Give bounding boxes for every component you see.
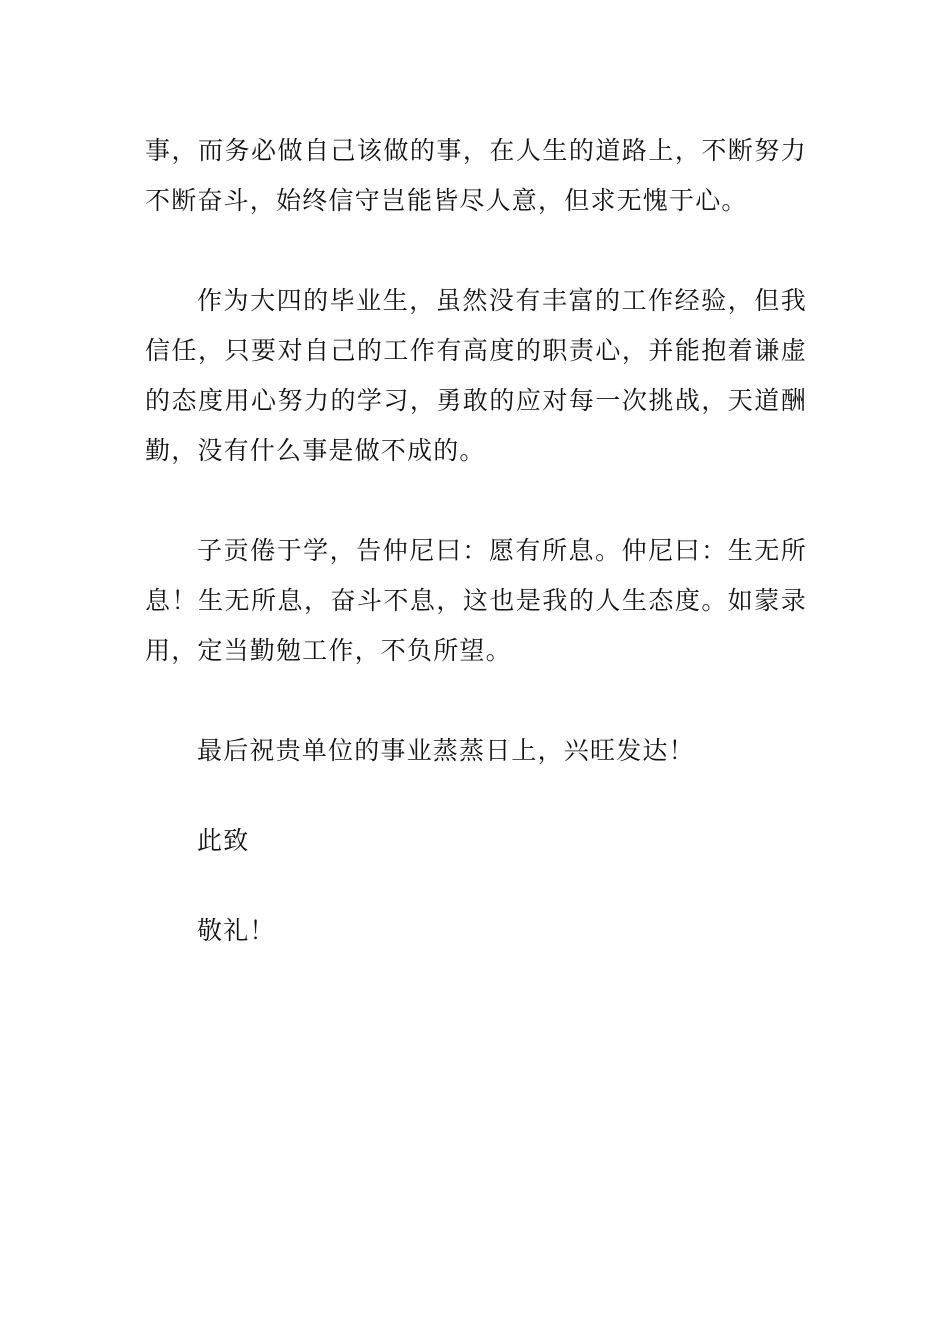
closing-salutation: 此致 [197,826,250,855]
paragraph-3: 子贡倦于学，告仲尼曰：愿有所息。仲尼曰：生无所息！生无所息，奋斗不息，这也是我的人生态度。如蒙录用，定当勤勉工作，不负所望。 [145,536,807,665]
closing-regards: 敬礼！ [197,916,276,945]
paragraph-2: 作为大四的毕业生，虽然没有丰富的工作经验，但我信任，只要对自己的工作有高度的职责心，并能抱着谦虚的态度用心努力的学习，勇敢的应对每一次挑战，天道酬勤，没有什么事是做不成的。 [145,286,807,465]
paragraph-4: 最后祝贵单位的事业蒸蒸日上，兴旺发达！ [197,736,695,765]
paragraph-1: 事，而务必做自己该做的事，在人生的道路上，不断努力不断奋斗，始终信守岂能皆尽人意，但求无愧于心。 [145,136,807,215]
document-body [145,126,807,956]
